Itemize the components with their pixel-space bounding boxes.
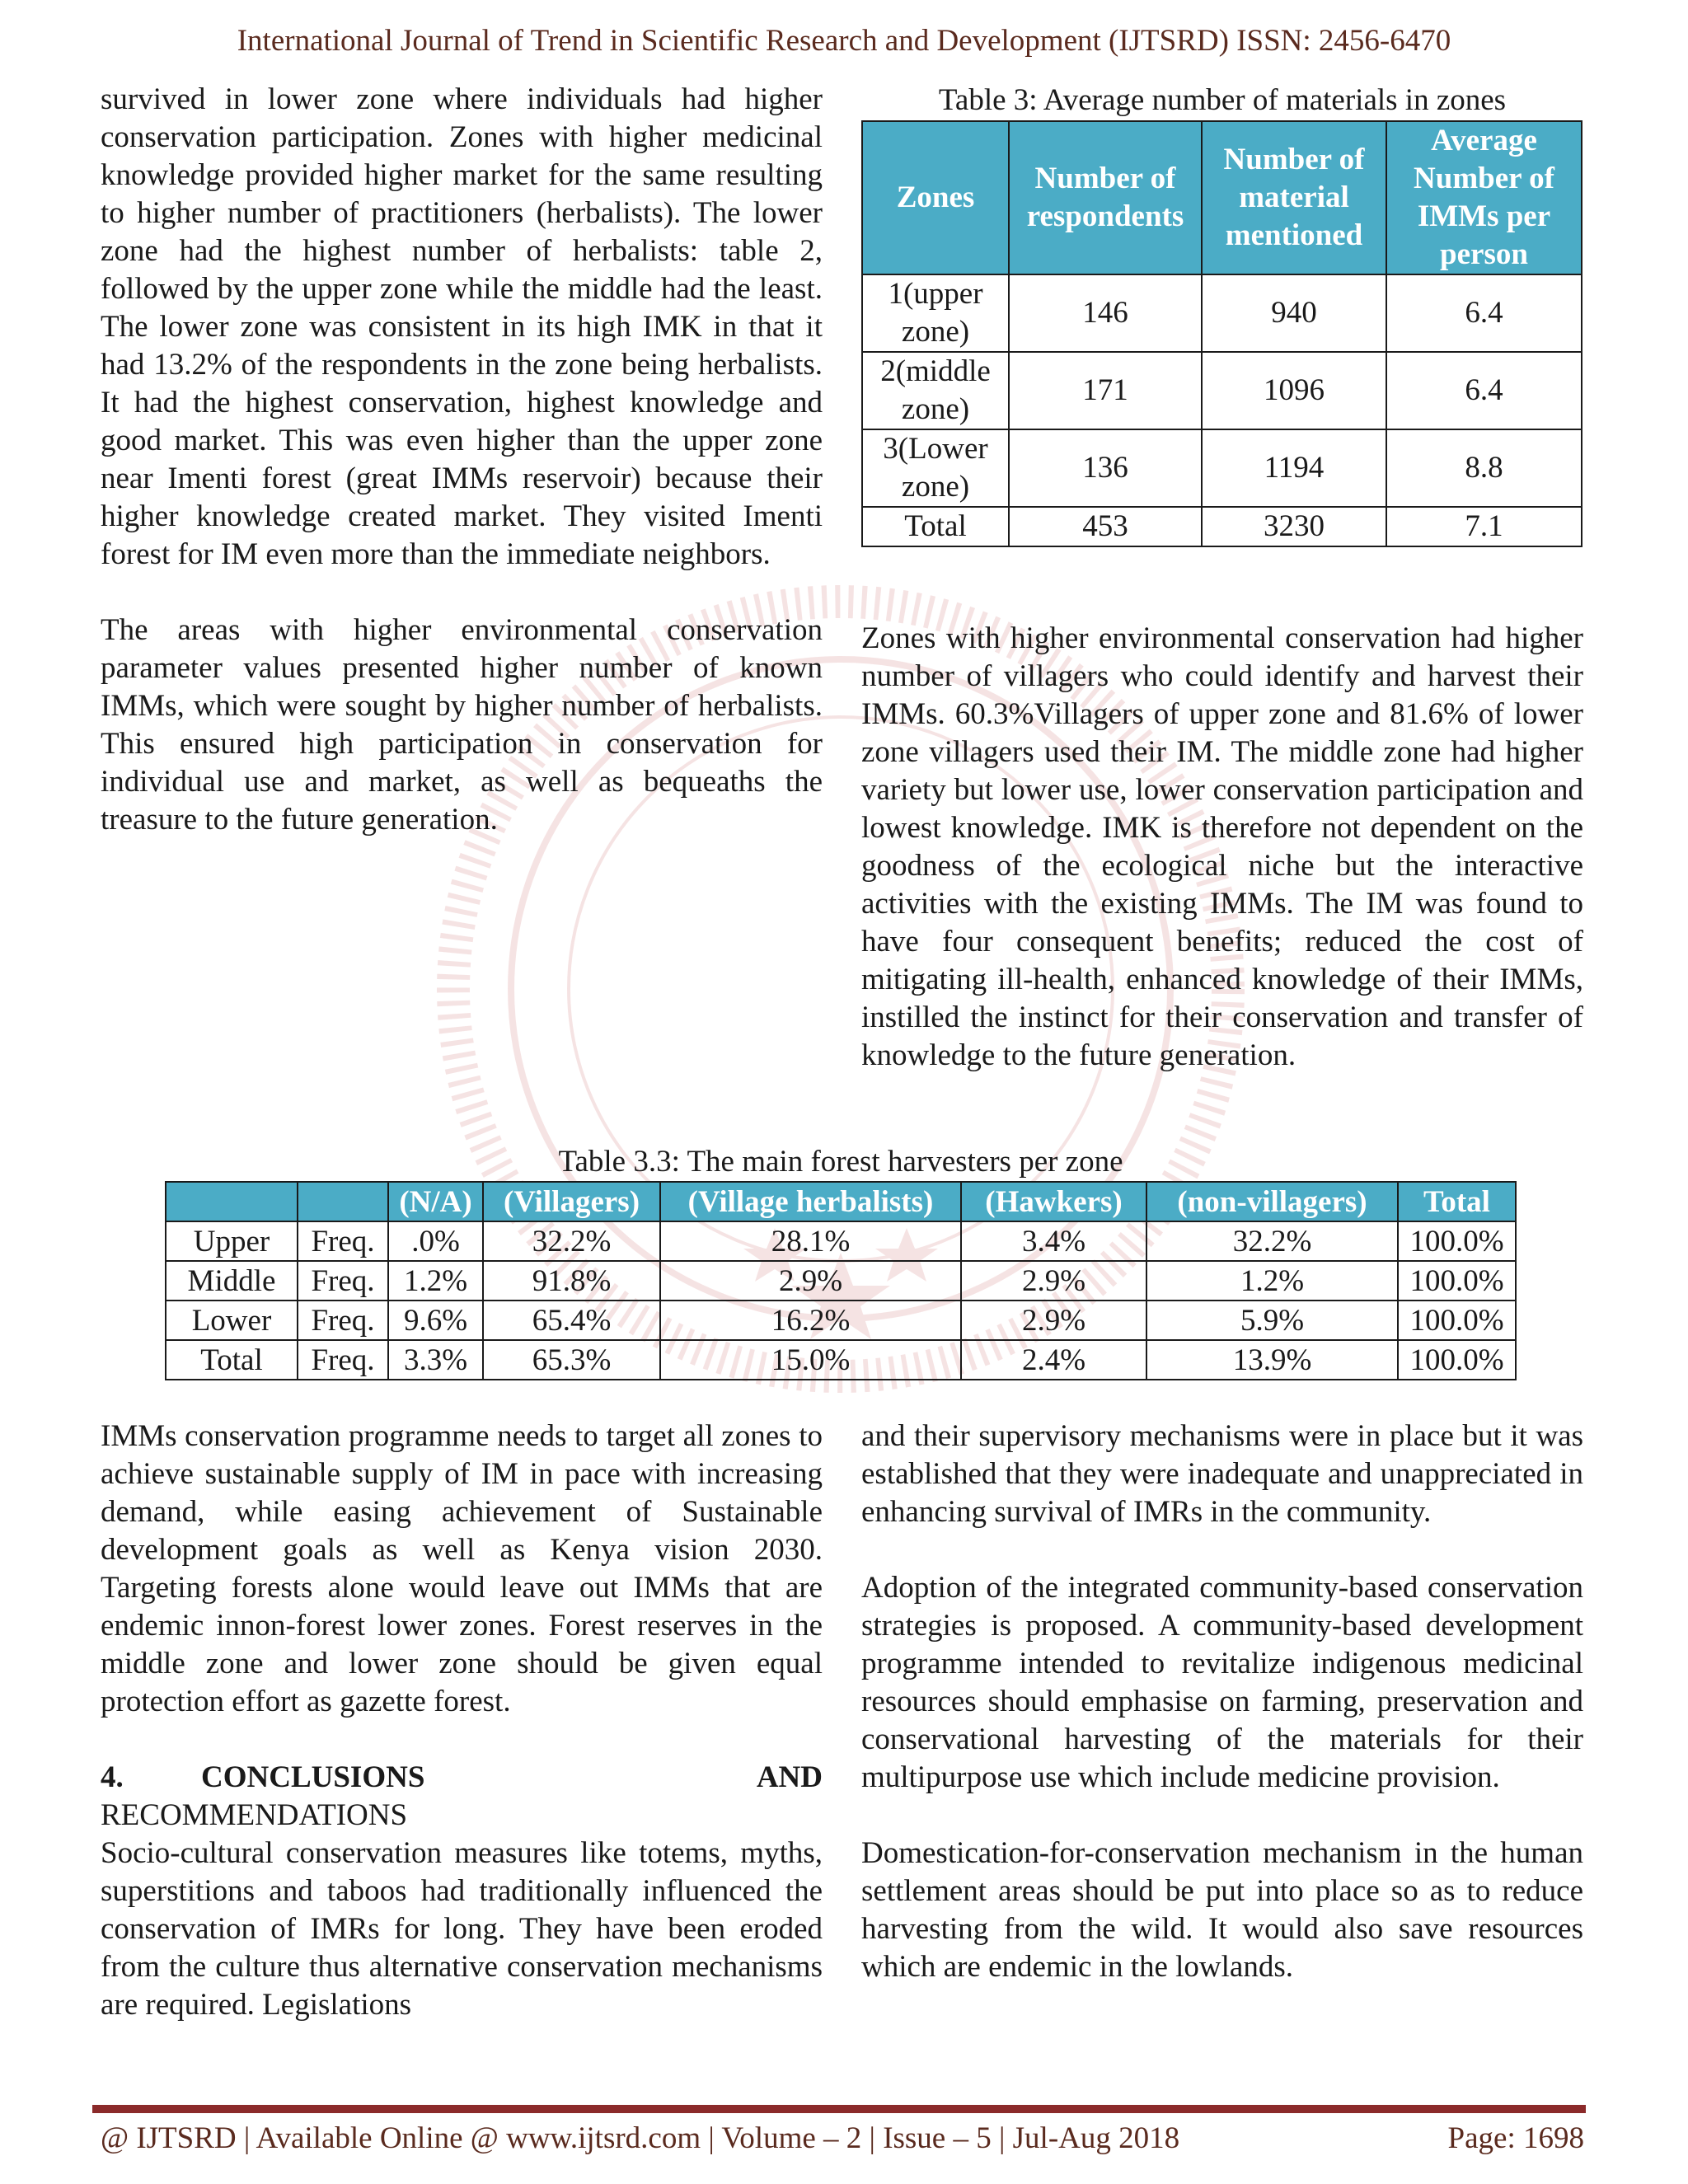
table-cell: 146 [1009, 274, 1202, 352]
table-cell: 100.0% [1398, 1340, 1516, 1380]
section-heading [101, 1759, 823, 1797]
column-header: Number of material mentioned [1202, 121, 1386, 274]
table-cell: Freq. [298, 1221, 388, 1261]
table-cell: 1(upper zone) [862, 274, 1009, 352]
table-cell: 100.0% [1398, 1221, 1516, 1261]
table-cell: 1.2% [1146, 1261, 1398, 1301]
table-cell: 6.4 [1386, 352, 1582, 429]
table-cell: 65.4% [483, 1301, 660, 1340]
table-cell: Total [862, 507, 1009, 546]
table-cell: 2.9% [961, 1301, 1146, 1340]
table3-caption: Table 3: Average number of materials in zones [938, 83, 1507, 117]
table-cell: 65.3% [483, 1340, 660, 1380]
table-cell: 171 [1009, 352, 1202, 429]
section-title-continued: RECOMMENDATIONS [101, 1798, 408, 1832]
column-header: (N/A) [388, 1182, 483, 1221]
table-row [862, 352, 1582, 429]
table-cell: 3.4% [961, 1221, 1146, 1261]
table-cell: 1096 [1202, 352, 1386, 429]
table-cell: 8.8 [1386, 429, 1582, 507]
table3-average-materials [861, 120, 1582, 547]
paragraph: IMMs conservation programme needs to target all zones to achieve sustainable supply of IM in pace with increasing demand, while easing achievement of Sustainable development goals as well as Kenya vision 2030. Targeting forests alone would leave out IMMs that are endemic innon-forest lower zones. Forest reserves in the middle zone and lower zone should be given equal protection effort as gazette forest. [101, 1419, 823, 1718]
table-header-row [166, 1182, 1516, 1221]
table-total-row [862, 507, 1582, 546]
table33-forest-harvesters [165, 1181, 1517, 1380]
table-cell: 91.8% [483, 1261, 660, 1301]
paragraph: Zones with higher environmental conservation had higher number of villagers who could identify and harvest their IMMs. 60.3%Villagers of upper zone and 81.6% of lower zone villagers used their IM. The middle zone had higher variety but lower use, lower conservation participation and lowest knowledge. IMK is therefore not dependent on the goodness of the ecological niche but the interactive activities with the existing IMMs. The IM was found to have four consequent benefits; reduced the cost of mitigating ill-health, enhanced knowledge of their IMMs, instilled the instinct for their conservation and transfer of knowledge to the future generation. [861, 621, 1583, 1072]
table-cell: 1194 [1202, 429, 1386, 507]
table-cell: 9.6% [388, 1301, 483, 1340]
left-column-bottom [101, 1418, 823, 2024]
column-header: (Village herbalists) [660, 1182, 961, 1221]
table-row [862, 429, 1582, 507]
table-cell: 32.2% [483, 1221, 660, 1261]
column-header: Total [1398, 1182, 1516, 1221]
paragraph: survived in lower zone where individuals had higher conservation participation. Zones with higher medicinal knowledge provided higher market for the same resulting to higher number of practitioners (herbalists). The lower zone had the highest number of herbalists: table 2, followed by the upper zone while the middle had the least. The lower zone was consistent in its high IMK in that it had 13.2% of the respondents in the zone being herbalists. It had the highest conservation, highest knowledge and good market. This was even higher than the upper zone near Imenti forest (great IMMs reservoir) because their higher knowledge created market. They visited Imenti forest for IM even more than the immediate neighbors. [101, 82, 823, 571]
table33-caption: Table 3.3: The main forest harvesters per zone [558, 1145, 1123, 1179]
table-cell: 7.1 [1386, 507, 1582, 546]
table-cell: 3230 [1202, 507, 1386, 546]
table-cell: 28.1% [660, 1221, 961, 1261]
table-cell: 940 [1202, 274, 1386, 352]
paragraph: Socio-cultural conservation measures like totems, myths, superstitions and taboos had traditionally influenced the conservation of IMRs for long. They have been eroded from the culture thus alternative conservation mechanisms are required. Legislations [101, 1836, 823, 2022]
table-cell: 15.0% [660, 1340, 961, 1380]
table-cell: Freq. [298, 1340, 388, 1380]
table-cell: 3(Lower zone) [862, 429, 1009, 507]
table-cell: 13.9% [1146, 1340, 1398, 1380]
paragraph: The areas with higher environmental conservation parameter values presented higher number of known IMMs, which were sought by higher number of herbalists. This ensured high participation in conservation for individual use and market, as well as bequeaths the treasure to the future generation. [101, 613, 823, 837]
page-number: Page: 1698 [1447, 2121, 1584, 2155]
table-cell: 5.9% [1146, 1301, 1398, 1340]
table-cell: Upper [166, 1221, 298, 1261]
table-cell: .0% [388, 1221, 483, 1261]
page-footer [101, 2121, 1584, 2156]
table-cell: Freq. [298, 1301, 388, 1340]
paragraph: Adoption of the integrated community-based conservation strategies is proposed. A community-based development programme intended to revitalize indigenous medicinal resources should emphasise on farming, preservation and conservational harvesting of the materials for their multipurpose use which include medicine provision. [861, 1571, 1583, 1794]
table-row [166, 1301, 1516, 1340]
section-title: CONCLUSIONS AND [201, 1760, 823, 1794]
column-header: (Villagers) [483, 1182, 660, 1221]
table-cell: 2(middle zone) [862, 352, 1009, 429]
table-cell: Lower [166, 1301, 298, 1340]
column-header [166, 1182, 298, 1221]
table-cell: Freq. [298, 1261, 388, 1301]
table-cell: 1.2% [388, 1261, 483, 1301]
table-cell: 136 [1009, 429, 1202, 507]
table-cell: 3.3% [388, 1340, 483, 1380]
footer-info: @ IJTSRD | Available Online @ www.ijtsrd.com | Volume – 2 | Issue – 5 | Jul-Aug 2018 [101, 2121, 1180, 2155]
table-cell: 2.9% [660, 1261, 961, 1301]
section-number: 4. [101, 1760, 124, 1794]
table-total-row [166, 1340, 1516, 1380]
column-header [298, 1182, 388, 1221]
left-column-top [101, 81, 823, 839]
table-header-row [862, 121, 1582, 274]
table-cell: 6.4 [1386, 274, 1582, 352]
table-cell: 2.9% [961, 1261, 1146, 1301]
column-header: Average Number of IMMs per person [1386, 121, 1582, 274]
table-cell: Middle [166, 1261, 298, 1301]
table-row [166, 1221, 1516, 1261]
running-header: International Journal of Trend in Scientific Research and Development (IJTSRD) ISSN: 2456-6470 [237, 24, 1451, 58]
paragraph: Domestication-for-conservation mechanism in the human settlement areas should be put into place so as to reduce harvesting from the wild. It would also save resources which are endemic in the lowlands. [861, 1836, 1583, 1984]
table-cell: Total [166, 1340, 298, 1380]
right-column-bottom [861, 1418, 1583, 1986]
footer-rule [92, 2105, 1586, 2111]
table-cell: 32.2% [1146, 1221, 1398, 1261]
column-header: (Hawkers) [961, 1182, 1146, 1221]
paragraph: and their supervisory mechanisms were in place but it was established that they were inadequate and unappreciated in enhancing survival of IMRs in the community. [861, 1419, 1583, 1529]
column-header: Zones [862, 121, 1009, 274]
column-header: (non-villagers) [1146, 1182, 1398, 1221]
table-row [166, 1261, 1516, 1301]
table-row [862, 274, 1582, 352]
table-cell: 2.4% [961, 1340, 1146, 1380]
table-cell: 16.2% [660, 1301, 961, 1340]
column-header: Number of respondents [1009, 121, 1202, 274]
table-cell: 100.0% [1398, 1261, 1516, 1301]
right-column-top [861, 620, 1583, 1075]
table-cell: 100.0% [1398, 1301, 1516, 1340]
table-cell: 453 [1009, 507, 1202, 546]
